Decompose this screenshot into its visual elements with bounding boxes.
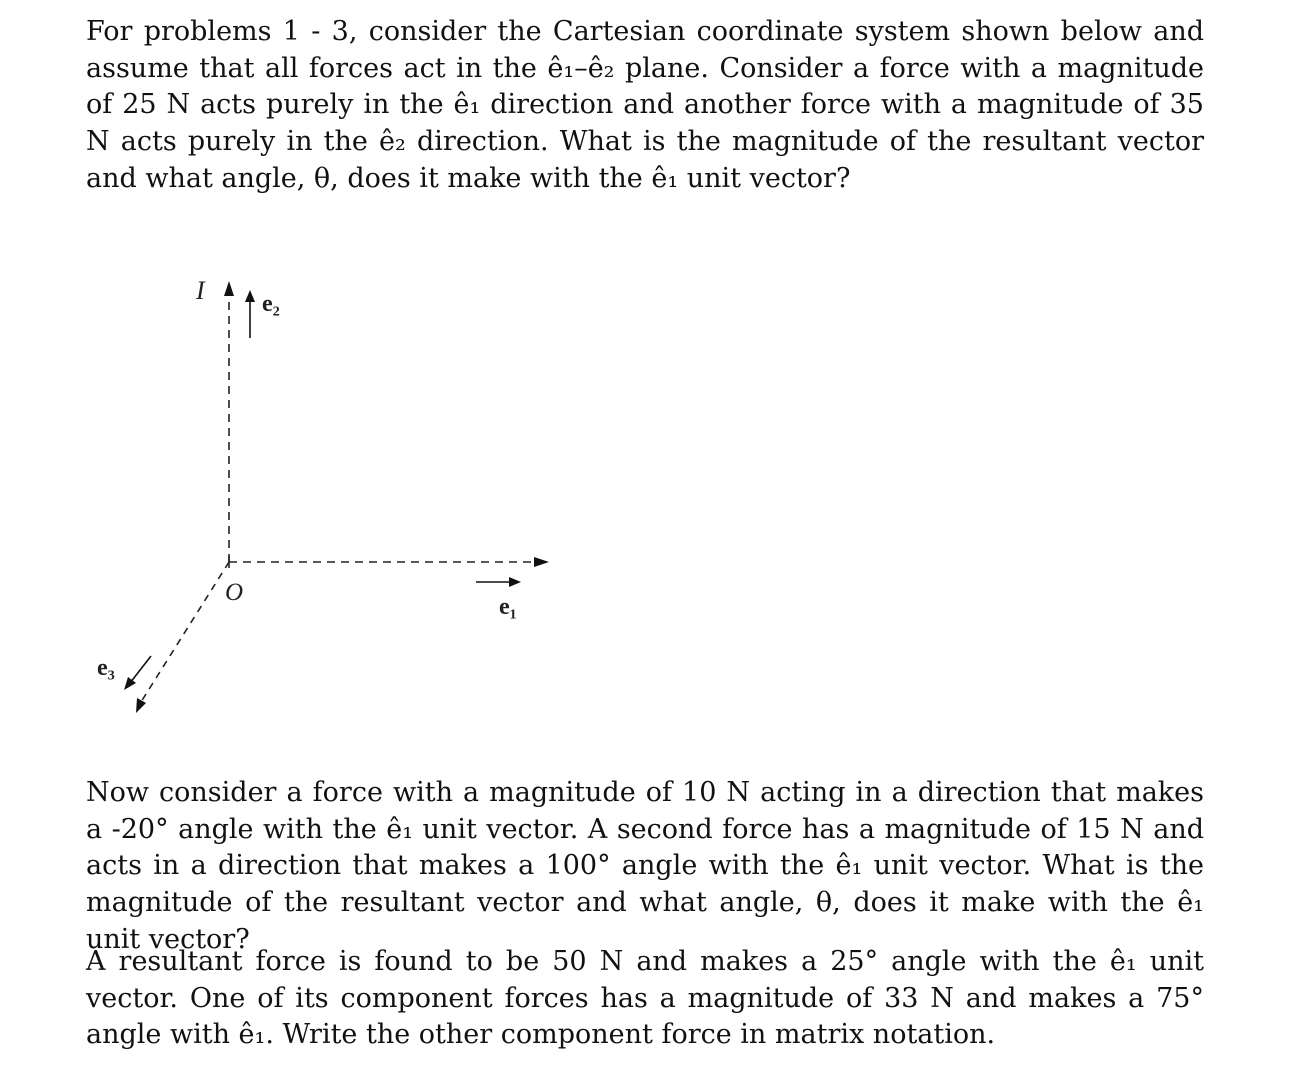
inertial-frame-label: I (196, 276, 205, 305)
e3-axis-arrowhead (136, 698, 146, 713)
e2-label: e₂ (262, 291, 280, 317)
problem-2-text: Now consider a force with a magnitude of 10 N acting in a direction that makes a -20° angle with the ê₁ unit vector. A second force has a magnitude of 15 N and acts in a direction that makes a 100° angle with the ê₁ unit vector. What is the magnitude of the resultant vector and what angle, θ, does it make with the ê₁ unit vector? (86, 777, 1204, 955)
origin-label: O (225, 579, 244, 606)
e2-unit-arrowhead (245, 290, 255, 302)
e2-axis-arrowhead (224, 281, 234, 296)
e3-unit-vector (130, 656, 151, 683)
e3-label: e₃ (97, 655, 115, 681)
e1-unit-arrowhead (509, 577, 521, 587)
e3-unit-arrowhead (124, 677, 136, 690)
problem-intro-text: For problems 1 - 3, consider the Cartesian coordinate system shown below and assume that all forces act in the ê₁–ê₂ plane. Consider a force with a magnitude of 25 N acts purely in the ê₁ direction and another force with a magnitude of 35 N acts purely in the ê₂ direction. What is the magnitude of the resultant vector and what angle, θ, does it make with the ê₁ unit vector? (86, 16, 1204, 194)
e1-label: e₁ (499, 594, 517, 620)
e1-axis-arrowhead (534, 557, 549, 567)
e3-axis-dashed (141, 562, 229, 702)
problem-3-text: A resultant force is found to be 50 N and makes a 25° angle with the ê₁ unit vector. One of its component forces has a magnitude of 33 N and makes a 75° angle with ê₁. Write the other component force in matrix notation. (86, 946, 1204, 1051)
